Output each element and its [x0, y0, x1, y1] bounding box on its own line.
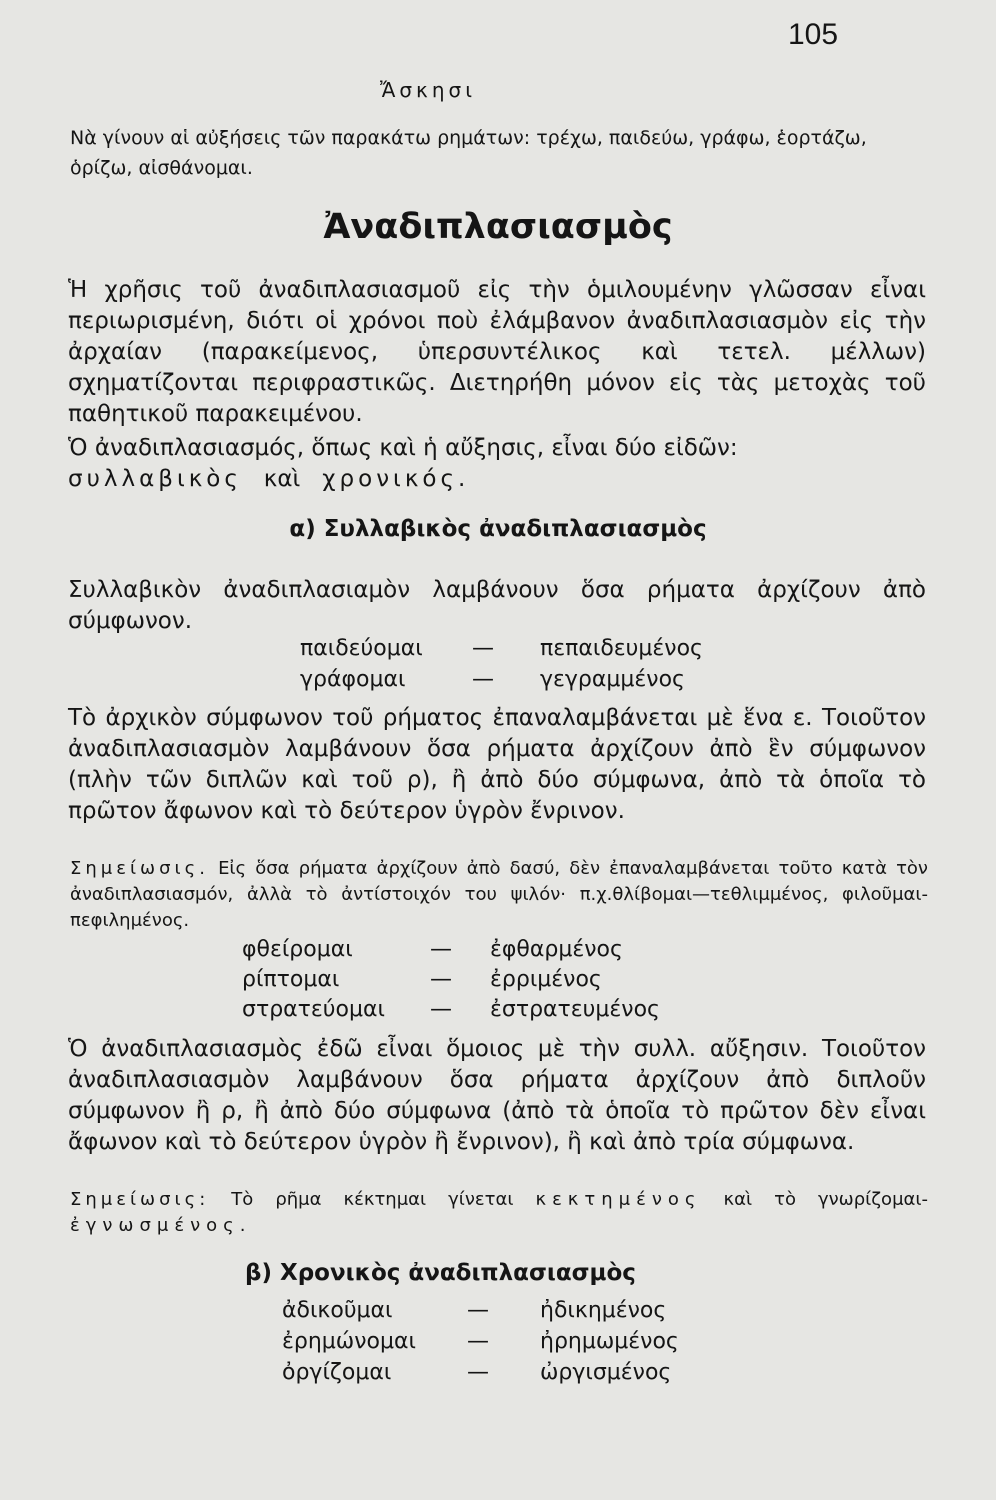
type-temporal-term: χρονικός.	[322, 466, 470, 492]
note-1	[70, 856, 928, 934]
note-2	[70, 1187, 928, 1239]
exercise-title: Ἄσκησι	[380, 78, 476, 102]
example-verb: φθείρομαι	[242, 937, 353, 962]
example-participle: ἐφθαρμένος	[490, 937, 623, 962]
example-verb: στρατεύομαι	[242, 997, 385, 1022]
section-a-paragraph-1: Συλλαβικὸν ἀναδιπλασιαμὸν λαμβάνουν ὅσα ρήματα ἀρχίζουν ἀπὸ σύμφωνον.	[68, 577, 926, 634]
example-dash: —	[467, 1360, 489, 1385]
section-a-title: α) Συλλαβικὸς ἀναδιπλασιασμὸς	[289, 516, 707, 542]
intro-paragraph-2	[68, 433, 926, 495]
example-verb: παιδεύομαι	[300, 636, 423, 661]
intro-paragraph-2-text: Ὁ ἀναδιπλασιασμός, ὅπως καὶ ἡ αὔξησις, εἶναι δύο εἰδῶν:	[68, 435, 738, 461]
example-dash: —	[430, 937, 452, 962]
exercise-text: Νὰ γίνουν αἱ αὐξήσεις τῶν παρακάτω ρημάτων: τρέχω, παιδεύω, γράφω, ἑορτάζω, ὁρίζω, αἰσθάνομαι.	[70, 127, 867, 179]
example-verb: ἀδικοῦμαι	[282, 1298, 393, 1323]
note-text: Τὸ ρῆμα κέκτημαι γίνεται	[231, 1189, 514, 1210]
note-word: κεκτημένος	[535, 1189, 702, 1210]
note-label: Σημείωσις:	[70, 1189, 210, 1210]
example-participle: ἠρημωμένος	[540, 1329, 679, 1354]
intro-paragraph-1: Ἡ χρῆσις τοῦ ἀναδιπλασιασμοῦ εἰς τὴν ὁμιλουμένην γλῶσσαν εἶναι περιωρισμένη, διότι οἱ χρόνοι ποὺ ἐλάμβανον ἀναδιπλασιασμὸν εἰς τὴν ἀρχαίαν (παρακείμενος, ὑπερσυντέλικος καὶ τετελ. μέλλων) σχηματίζονται περιφραστικῶς. Διετηρήθη μόνον εἰς τὰς μετοχὰς τοῦ παθητικοῦ παρακειμένου.	[68, 277, 926, 427]
conjunction: καὶ	[263, 466, 301, 492]
example-participle: ἐρριμένος	[490, 967, 602, 992]
example-dash: —	[472, 667, 494, 692]
note-text: Εἰς ὅσα ρήματα ἀρχίζουν ἀπὸ δασύ, δὲν ἐπαναλαμβάνεται τοῦτο κατὰ τὸν ἀναδιπλασιασμόν, ἀλλὰ τὸ ἀντίστοιχόν του ψιλόν· π.χ.θλίβομαι—τεθλιμμένος, φιλοῦμαι-πεφιλημένος.	[70, 858, 928, 931]
example-participle: ὠργισμένος	[540, 1360, 672, 1385]
type-syllabic-term: συλλαβικὸς	[68, 466, 242, 492]
section-b-title: β) Χρονικὸς ἀναδιπλασιασμὸς	[245, 1260, 636, 1286]
example-participle: πεπαιδευμένος	[540, 636, 703, 661]
main-title: Ἀναδιπλασιασμὸς	[323, 207, 673, 247]
example-dash: —	[430, 967, 452, 992]
example-participle: ἠδικημένος	[540, 1298, 667, 1323]
section-a-paragraph-2: Τὸ ἀρχικὸν σύμφωνον τοῦ ρήματος ἐπαναλαμβάνεται μὲ ἕνα ε. Τοιοῦτον ἀναδιπλασιασμὸν λαμβάνουν ὅσα ρήματα ἀρχίζουν ἀπὸ ἓν σύμφωνον (πλὴν τῶν διπλῶν καὶ τοῦ ρ), ἢ ἀπὸ δύο σύμφωνα, ἀπὸ τὰ ὁποῖα τὸ πρῶτον ἄφωνον καὶ τὸ δεύτερον ὑγρὸν ἔνρινον.	[68, 705, 926, 824]
page-number: 105	[788, 18, 839, 51]
example-verb: ἐρημώνομαι	[282, 1329, 416, 1354]
example-dash: —	[430, 997, 452, 1022]
note-text: καὶ τὸ γνωρίζομαι-	[723, 1189, 928, 1210]
example-verb: ρίπτομαι	[242, 967, 340, 992]
example-dash: —	[472, 636, 494, 661]
note-label: Σημείωσις.	[70, 858, 209, 879]
example-verb: ὀργίζομαι	[282, 1360, 392, 1385]
section-a-paragraph-3: Ὁ ἀναδιπλασιασμὸς ἐδῶ εἶναι ὅμοιος μὲ τὴν συλλ. αὔξησιν. Τοιοῦτον ἀναδιπλασιασμὸν λαμβάνουν ὅσα ρήματα ἀρχίζουν ἀπὸ διπλοῦν σύμφωνον ἢ ρ, ἢ ἀπὸ δύο σύμφωνα (ἀπὸ τὰ ὁποῖα τὸ πρῶτον δὲν εἶναι ἄφωνον καὶ τὸ δεύτερον ὑγρὸν ἢ ἔνρινον), ἢ καὶ ἀπὸ τρία σύμφωνα.	[68, 1036, 926, 1155]
example-participle: γεγραμμένος	[540, 667, 685, 692]
example-dash: —	[467, 1298, 489, 1323]
example-verb: γράφομαι	[300, 667, 406, 692]
note-word: ἐγνωσμένος.	[70, 1215, 252, 1236]
example-dash: —	[467, 1329, 489, 1354]
example-participle: ἐστρατευμένος	[490, 997, 660, 1022]
